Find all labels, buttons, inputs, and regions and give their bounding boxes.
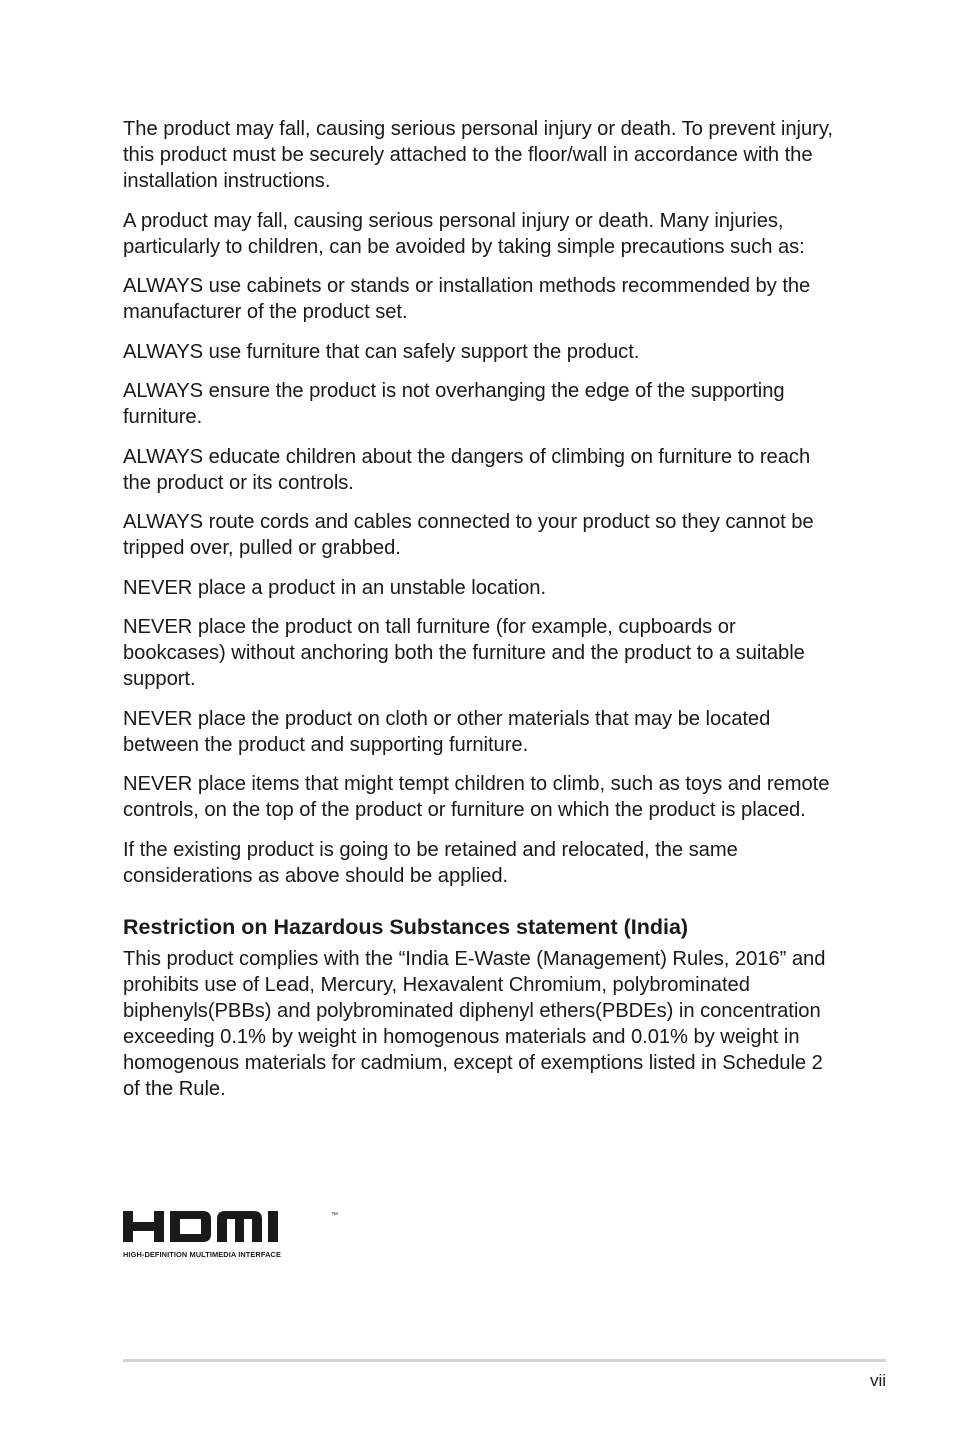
hdmi-tagline: HIGH-DEFINITION MULTIMEDIA INTERFACE	[123, 1250, 281, 1259]
paragraph-fall-warning: The product may fall, causing serious personal injury or death. To prevent injury, this product must be securely attached to the floor/wall in accordance with the installation instructions.	[123, 118, 833, 192]
paragraph-always-cords: ALWAYS route cords and cables connected to your product so they cannot be tripped over, pulled or grabbed.	[123, 511, 814, 559]
rohs-heading: Restriction on Hazardous Substances statement (India)	[123, 914, 689, 939]
footer-divider	[123, 1359, 886, 1362]
paragraph-never-unstable: NEVER place a product in an unstable location.	[123, 576, 547, 599]
paragraph-always-overhanging: ALWAYS ensure the product is not overhanging the edge of the supporting furniture.	[123, 380, 785, 428]
paragraph-relocation: If the existing product is going to be retained and relocated, the same considerations as above should be applied.	[123, 838, 738, 887]
paragraph-always-cabinets: ALWAYS use cabinets or stands or installation methods recommended by the manufacturer of the product set.	[123, 275, 811, 323]
paragraph-never-items: NEVER place items that might tempt children to climb, such as toys and remote controls, on the top of the product or furniture on which the product is placed.	[123, 773, 830, 821]
main-content	[123, 116, 843, 1102]
paragraph-always-furniture: ALWAYS use furniture that can safely support the product.	[123, 340, 640, 363]
paragraph-never-cloth: NEVER place the product on cloth or other materials that may be located between the product and supporting furniture.	[123, 707, 771, 756]
paragraph-precautions-intro: A product may fall, causing serious personal injury or death. Many injuries, particularly to children, can be avoided by taking simple precautions such as:	[123, 209, 805, 258]
paragraph-never-tall-furniture: NEVER place the product on tall furniture (for example, cupboards or bookcases) without anchoring both the furniture and the product to a suitable support.	[123, 616, 805, 690]
page-number: vii	[869, 1371, 886, 1390]
trademark-symbol: ™	[331, 1212, 338, 1219]
paragraph-always-educate: ALWAYS educate children about the dangers of climbing on furniture to reach the product or its controls.	[123, 445, 811, 494]
rohs-body: This product complies with the “India E-Waste (Management) Rules, 2016” and prohibits use of Lead, Mercury, Hexavalent Chromium, polybrominated biphenyls(PBBs) and polybrominated diphenyl ethers(PBDEs) in concentration exceeding 0.1% by weight in homogenous materials and 0.01% by weight in homogenous materials for cadmium, except of exemptions listed in Schedule 2 of the Rule.	[123, 947, 826, 1100]
